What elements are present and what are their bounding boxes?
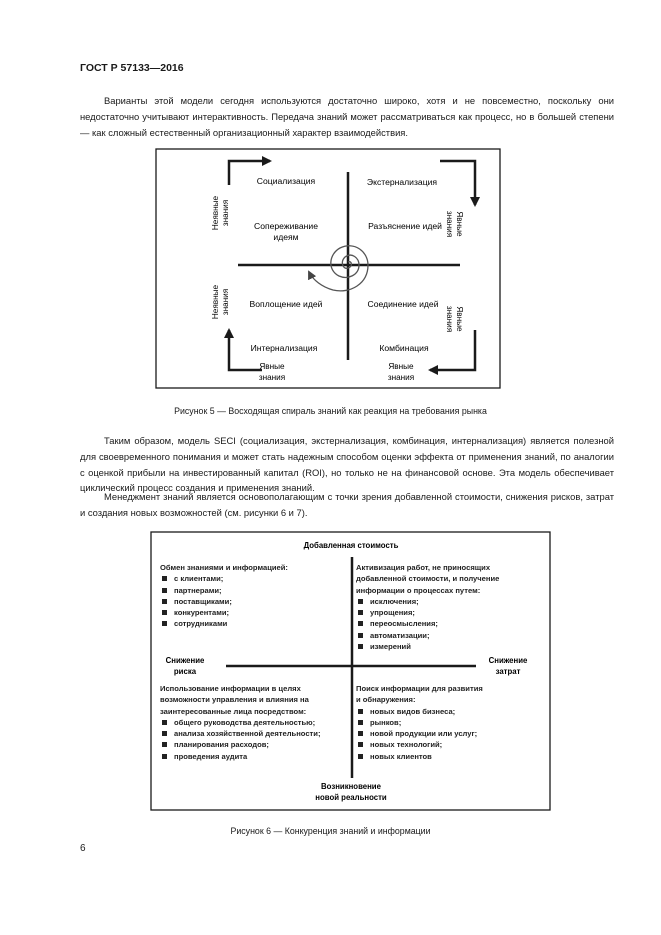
paragraph-2: Таким образом, модель SECI (социализация, экстернализация, комбинация, интернализация) является полезной для своевременного понимания и может стать надежным способом оценки эффекта от применения знаний, по аналогии с оценкой прибыли на инвестированный капитал (ROI), но только не на финансовой основе. Эта модель обеспечивает циклический процесс создания и применения знаний. (80, 435, 614, 494)
quadrant-information-use (160, 683, 348, 762)
list-item: новой продукции или услуг; (356, 728, 544, 739)
arrow-bottom-right-icon (430, 330, 475, 370)
label-socialization: Социализация (256, 176, 316, 186)
label-combination: Комбинация (379, 343, 429, 353)
list-item: конкурентами; (160, 607, 348, 618)
q2-title-3: информации о процессах путем: (356, 585, 481, 595)
figure-6-right-axis-1: Снижение (488, 656, 528, 665)
figure-5-frame (156, 149, 500, 388)
q2-title-1: Активизация работ, не приносящих (356, 563, 491, 572)
list-item: упрощения; (356, 607, 544, 618)
label-internalization: Интернализация (250, 343, 318, 353)
list-item: исключения; (356, 596, 544, 607)
explicit-knowledge-right-bottom-1: Явные (455, 306, 464, 332)
q2-title-2: добавленной стоимости, и получение (356, 574, 500, 584)
q3-title-3: заинтересованные лица посредством: (160, 706, 307, 716)
list-item: новых технологий; (356, 739, 544, 750)
list-item: с клиентами; (160, 573, 348, 584)
paragraph-3: Менеджмент знаний является основополагающим с точки зрения добавленной стоимости, снижения рисков, затрат и создания новых возможностей (см. рисунки 6 и 7). (80, 491, 614, 518)
q3-title-1: Использование информации в целях (160, 684, 301, 693)
tacit-knowledge-top-2: знания (221, 199, 230, 227)
tacit-knowledge-top-1: Неявные (211, 195, 220, 231)
q3-title-2: возможности управления и влияния на (160, 695, 309, 705)
paragraph-1: Варианты этой модели сегодня используются достаточно широко, хотя и не повсеместно, поскольку они недостаточно учитывают интерактивность. Передача знаний может рассматриваться как процесс, но в большей степени — как сложный естественный организационный характер взаимодействия. (80, 95, 614, 138)
list-item: автоматизации; (356, 630, 544, 641)
label-connection: Соединение идей (367, 299, 439, 309)
figure-6-caption: Рисунок 6 — Конкуренция знаний и информации (230, 826, 431, 836)
list-item: новых видов бизнеса; (356, 706, 544, 717)
list-item: поставщиками; (160, 596, 348, 607)
figure-6-top-title: Добавленная стоимость (303, 541, 399, 550)
label-articulation: Разъяснение идей (368, 221, 442, 231)
label-empathy-2: идеям (273, 232, 299, 242)
label-externalization: Экстернализация (366, 177, 438, 187)
tacit-knowledge-bottom-2: знания (221, 288, 230, 316)
list-item: проведения аудита (160, 751, 348, 762)
q4-title-1: Поиск информации для развития (356, 684, 483, 693)
quadrant-information-search (356, 683, 544, 762)
explicit-knowledge-bottom-left-1: Явные (259, 362, 285, 371)
explicit-knowledge-bottom-right-1: Явные (388, 362, 414, 371)
list-item: измерений (356, 641, 544, 652)
list-item: переосмысления; (356, 618, 544, 629)
figure-6-left-axis-1: Снижение (165, 656, 205, 665)
list-item: планирования расходов; (160, 739, 348, 750)
figure-6-bottom-2: новой реальности (315, 793, 387, 802)
figure-6-right-axis-2: затрат (495, 667, 521, 676)
label-embodiment: Воплощение идей (249, 299, 323, 309)
q1-title: Обмен знаниями и информацией: (160, 563, 288, 572)
explicit-knowledge-right-top-1: Явные (455, 211, 464, 237)
q4-title-2: и обнаружения: (356, 695, 416, 705)
list-item: рынков; (356, 717, 544, 728)
list-item: партнерами; (160, 585, 348, 596)
knowledge-spiral-icon (309, 246, 368, 291)
figure-6-bottom-1: Возникновение (321, 782, 381, 791)
list-item: сотрудниками (160, 618, 348, 629)
list-item: анализа хозяйственной деятельности; (160, 728, 348, 739)
explicit-knowledge-bottom-right-2: знания (387, 373, 415, 382)
explicit-knowledge-bottom-left-2: знания (258, 373, 286, 382)
list-item: новых клиентов (356, 751, 544, 762)
arrow-top-right-icon (440, 161, 475, 205)
figure-5-caption: Рисунок 5 — Восходящая спираль знаний как реакция на требования рынка (174, 406, 487, 416)
tacit-knowledge-bottom-1: Неявные (211, 284, 220, 320)
figure-6-left-axis-2: риска (173, 667, 197, 676)
quadrant-activity-optimization (356, 562, 544, 652)
explicit-knowledge-right-bottom-2: знания (445, 305, 454, 333)
page-number: 6 (80, 843, 86, 854)
document-header: ГОСТ Р 57133—2016 (80, 62, 184, 74)
list-item: общего руководства деятельностью; (160, 717, 348, 728)
quadrant-knowledge-exchange (160, 562, 348, 630)
explicit-knowledge-right-top-2: знания (445, 210, 454, 238)
label-empathy-1: Сопереживание (253, 221, 319, 231)
